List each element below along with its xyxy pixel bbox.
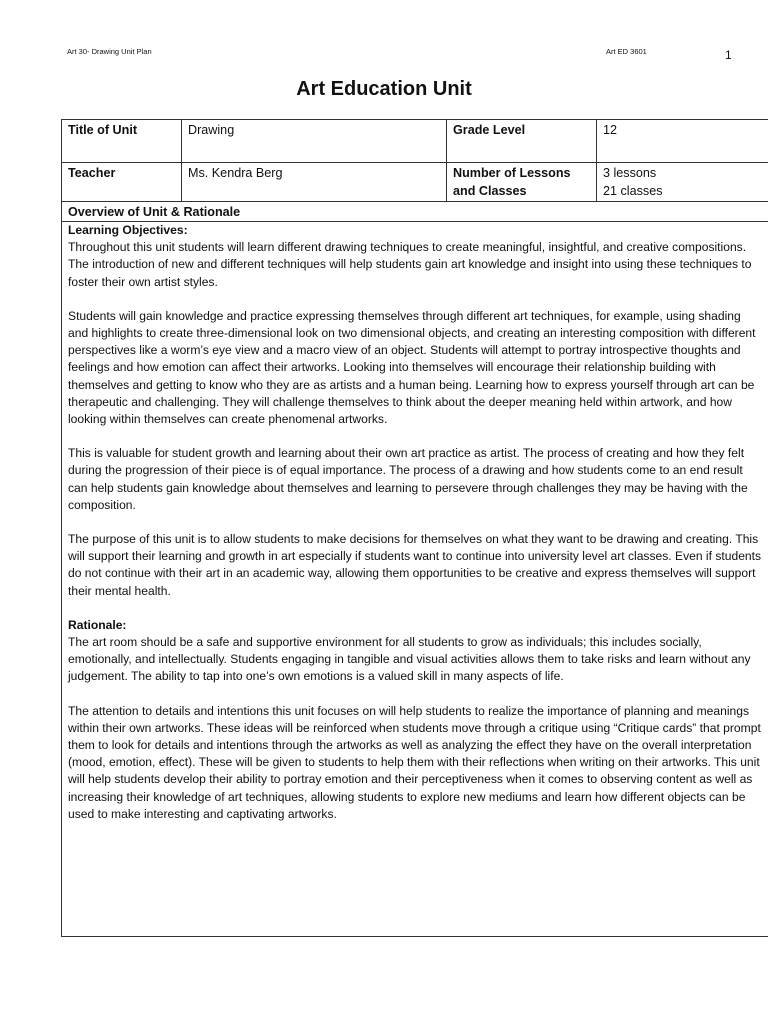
overview-body	[62, 222, 768, 937]
header-code: Art ED 3601	[606, 47, 647, 56]
objectives-heading: Learning Objectives:	[68, 223, 188, 237]
title-of-unit-label: Title of Unit	[62, 120, 182, 163]
header-course: Art 30- Drawing Unit Plan	[67, 47, 152, 56]
grade-level-value: 12	[597, 120, 768, 163]
lessons-count: 3 lessons	[603, 166, 657, 180]
classes-count: 21 classes	[603, 184, 663, 198]
table-row	[62, 202, 768, 222]
objectives-paragraph-3: This is valuable for student growth and learning about their own art practice as artist. The process of creating and how they felt during the progression of their piece is of equal importance. The process of a drawing and how students come to an end result can help students gain knowledge about themselves and learning to persevere through challenges they may be having with the composition.	[68, 446, 748, 512]
overview-label: Overview of Unit & Rationale	[62, 202, 768, 222]
unit-table	[61, 119, 768, 937]
table-row	[62, 163, 768, 202]
rationale-paragraph-2: The attention to details and intentions this unit focuses on will help students to realize the importance of planning and meanings within their own artworks. These ideas will be reinforced when students move through a critique using “Critique cards” that prompt them to look for details and intentions through the artworks as well as analyzing the effect they have on the overall interpretation (mood, emotion, effect). These will be given to students to help them with their reflections when writing on their artworks. This unit will help students develop their ability to portray emotion and their perceptiveness when it comes to observing content as well as increasing their knowledge of art techniques, allowing students to explore new mediums and learn how different objects can be used to make interesting and captivating artworks.	[68, 703, 761, 821]
table-row	[62, 120, 768, 163]
table-row	[62, 222, 768, 937]
objectives-paragraph-4: The purpose of this unit is to allow students to make decisions for themselves on what they want to be drawing and creating. This will support their learning and growth in art especially if students want to continue into university level art classes. Even if students do not continue with their art in an academic way, allowing them opportunities to be creative and express themselves will support their mental health.	[68, 532, 762, 598]
page-number: 1	[725, 48, 732, 62]
lessons-value	[597, 163, 768, 202]
objectives-paragraph-1: Throughout this unit students will learn different drawing techniques to create meaningful, insightful, and creative compositions. The introduction of new and different techniques will help students gain art knowledge and insight into using these techniques to foster their own artist styles.	[68, 240, 752, 289]
grade-level-label: Grade Level	[447, 120, 597, 163]
teacher-value: Ms. Kendra Berg	[182, 163, 447, 202]
rationale-paragraph-1: The art room should be a safe and supportive environment for all students to grow as individuals; this includes socially, emotionally, and intellectually. Students engaging in tangible and visual activities allows them to take risks and learn without any judgement. The ability to tap into one’s own emotions is a valued skill in many aspects of life.	[68, 635, 751, 684]
objectives-paragraph-2: Students will gain knowledge and practice expressing themselves through different art techniques, for example, using shading and highlights to create three-dimensional look on two dimensional objects, and creating an interesting composition with different perspectives like a worm’s eye view and a macro view of an object. Students will attempt to portray introspective thoughts and feelings and how emotion can affect their artworks. Looking into themselves will encourage their relationship building with themselves and getting to know who they are as artists and a human being. Learning how to express yourself through art can be therapeutic and challenging. They will challenge themselves to think about the deeper meaning held within artwork, and how looking within themselves can create phenomenal artworks.	[68, 308, 756, 427]
title-of-unit-value: Drawing	[182, 120, 447, 163]
teacher-label: Teacher	[62, 163, 182, 202]
lessons-label: Number of Lessons and Classes	[447, 163, 597, 202]
page-title: Art Education Unit	[296, 78, 472, 100]
rationale-heading: Rationale:	[68, 617, 127, 632]
